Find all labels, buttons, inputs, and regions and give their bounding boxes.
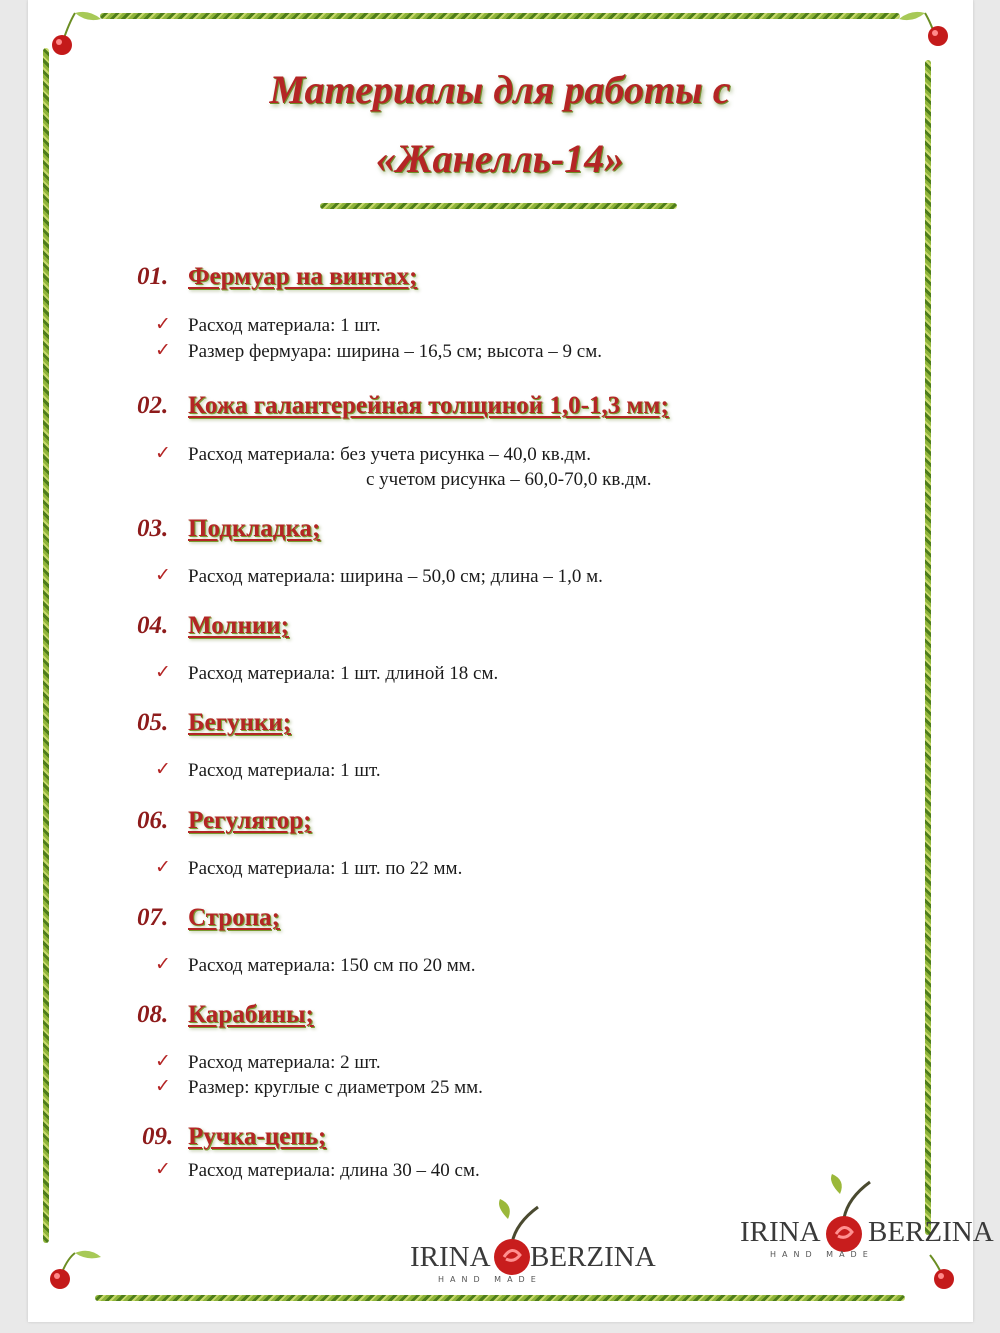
checkmark-icon: ✓ (155, 442, 171, 464)
section-title: Карабины; (188, 1001, 314, 1028)
logo-word-right: BERZINA (868, 1216, 994, 1248)
document-title-line-2: «Жанелль-14» (375, 136, 625, 181)
brand-logo (740, 1172, 1000, 1272)
section-number: 08. (137, 1001, 169, 1028)
checkmark-icon: ✓ (155, 856, 171, 878)
checkmark-icon: ✓ (155, 758, 171, 780)
item-text: Расход материала: ширина – 50,0 см; длина – 1,0 м. (188, 566, 603, 587)
cherry-icon (45, 1245, 105, 1305)
section-number: 07. (137, 904, 169, 931)
checkmark-icon: ✓ (155, 313, 171, 335)
section-title: Кожа галантерейная толщиной 1,0-1,3 мм; (188, 392, 669, 419)
section-number: 01. (137, 263, 169, 290)
checkmark-icon: ✓ (155, 953, 171, 975)
logo-word-right: BERZINA (530, 1241, 656, 1273)
item-continuation-text: с учетом рисунка – 60,0-70,0 кв.дм. (366, 469, 652, 490)
right-rope-border (925, 60, 931, 1235)
item-text: Расход материала: длина 30 – 40 см. (188, 1160, 480, 1181)
cherry-icon (895, 5, 955, 65)
cherry-icon (45, 5, 105, 65)
item-text: Расход материала: 1 шт. длиной 18 см. (188, 663, 499, 684)
item-text: Расход материала: 2 шт. (188, 1052, 381, 1073)
section-title: Молнии; (188, 612, 290, 639)
brand-logo (410, 1197, 670, 1297)
logo-word-left: IRINA (740, 1216, 821, 1248)
checkmark-icon: ✓ (155, 1075, 171, 1097)
left-rope-border (43, 48, 49, 1243)
item-text: Размер фермуара: ширина – 16,5 см; высота – 9 см. (188, 341, 602, 362)
item-text: Расход материала: 1 шт. (188, 760, 381, 781)
item-text: Расход материала: 150 см по 20 мм. (188, 955, 476, 976)
section-title: Ручка-цепь; (188, 1123, 327, 1150)
item-text: Расход материала: 1 шт. (188, 315, 381, 336)
item-text: Расход материала: без учета рисунка – 40,0 кв.дм. (188, 444, 591, 465)
section-number: 02. (137, 392, 169, 419)
section-number: 05. (137, 709, 169, 736)
title-divider (320, 203, 677, 209)
section-title: Регулятор; (188, 807, 312, 834)
document-title-line-1: Материалы для работы с (269, 67, 731, 112)
section-title: Бегунки; (188, 709, 292, 736)
section-number: 03. (137, 515, 169, 542)
checkmark-icon: ✓ (155, 661, 171, 683)
section-title: Фермуар на винтах; (188, 263, 418, 290)
section-title: Стропа; (188, 904, 280, 931)
checkmark-icon: ✓ (155, 564, 171, 586)
checkmark-icon: ✓ (155, 1050, 171, 1072)
top-rope-border (100, 13, 900, 19)
section-title: Подкладка; (188, 515, 321, 542)
section-number: 06. (137, 807, 169, 834)
section-number: 04. (137, 612, 169, 639)
item-text: Расход материала: 1 шт. по 22 мм. (188, 858, 463, 879)
logo-word-left: IRINA (410, 1241, 491, 1273)
item-text: Размер: круглые с диаметром 25 мм. (188, 1077, 483, 1098)
logo-tagline: HAND MADE (438, 1275, 542, 1284)
section-number: 09. (142, 1123, 174, 1150)
checkmark-icon: ✓ (155, 1158, 171, 1180)
logo-tagline: HAND MADE (770, 1250, 874, 1259)
checkmark-icon: ✓ (155, 339, 171, 361)
